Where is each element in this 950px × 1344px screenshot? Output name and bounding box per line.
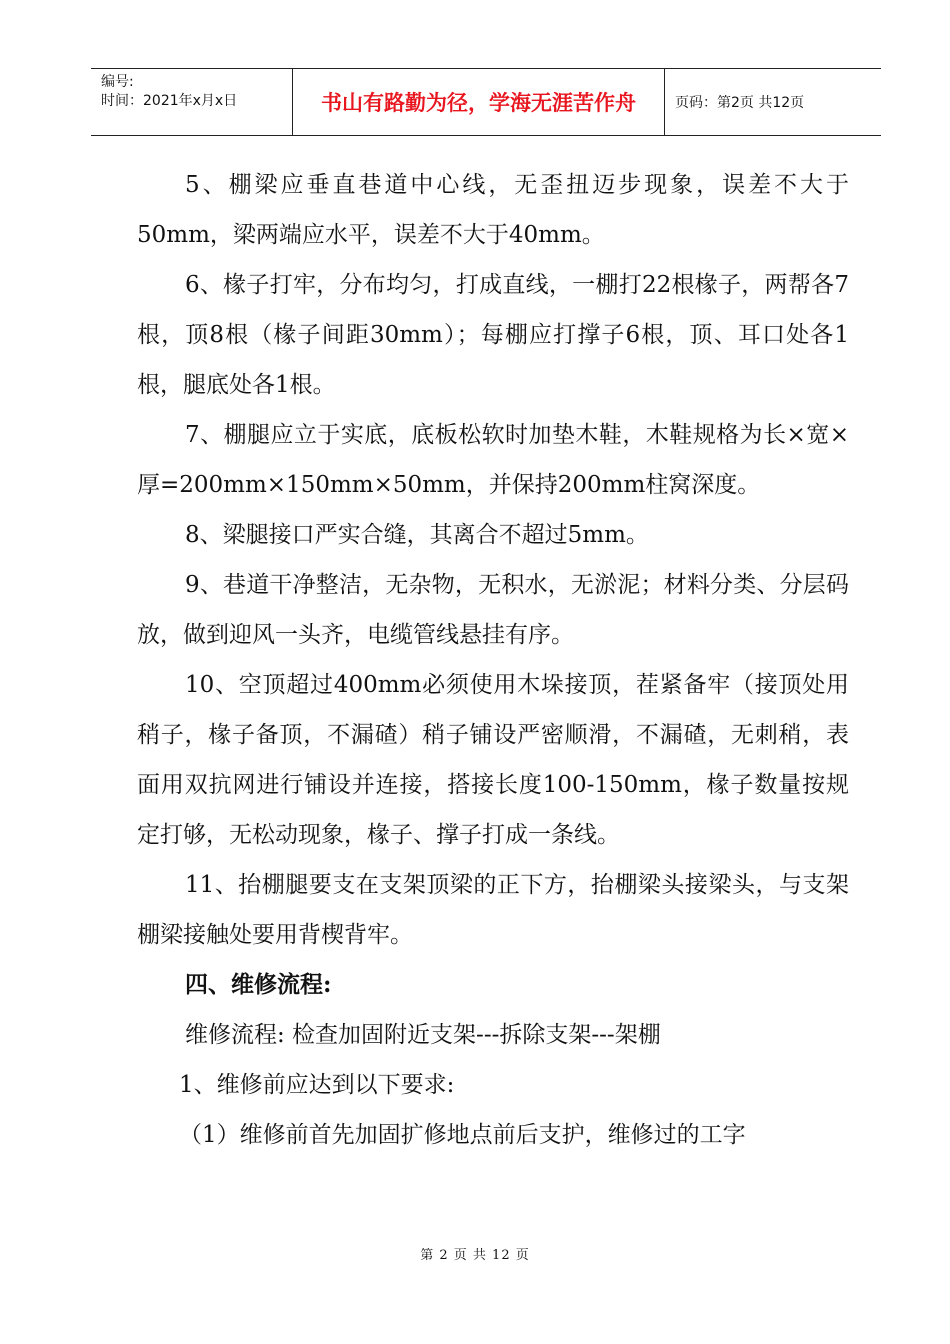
header-time-label: 时间：2021年x月x日 [101, 93, 238, 109]
paragraph-10: 10、空顶超过400mm必须使用木垛接顶，茬紧备牢（接顶处用稍子，椽子备顶，不漏碴）稍子铺设严密顺滑，不漏碴，无刺稍，表面用双抗网进行铺设并连接，搭接长度100-150mm，椽子数量按规定打够，无松动现象，椽子、撑子打成一条线。 [137, 672, 849, 848]
step-1-1: （1）维修前首先加固扩修地点前后支护，维修过的工字 [179, 1122, 746, 1148]
page-footer: 第 2 页 共 12 页 [420, 1248, 530, 1263]
paragraph-8: 8、梁腿接口严实合缝，其离合不超过5mm。 [185, 522, 649, 548]
header-number-label: 编号: [101, 74, 134, 90]
header-meta-cell [91, 69, 293, 135]
header-page-label: 页码：第2页 共12页 [675, 95, 805, 111]
section-heading: 四、维修流程: [185, 971, 332, 998]
page-header [91, 68, 881, 136]
header-slogan: 书山有路勤为径，学海无涯苦作舟 [293, 69, 665, 135]
paragraph-5: 5、棚梁应垂直巷道中心线，无歪扭迈步现象，误差不大于50mm，梁两端应水平，误差不大于40mm。 [137, 172, 849, 248]
step-1: 1、维修前应达到以下要求: [179, 1072, 455, 1098]
paragraph-7: 7、棚腿应立于实底，底板松软时加垫木鞋，木鞋规格为长×宽×厚=200mm×150mm×50mm，并保持200mm柱窝深度。 [137, 422, 849, 498]
paragraph-9: 9、巷道干净整洁，无杂物，无积水，无淤泥；材料分类、分层码放，做到迎风一头齐，电缆管线悬挂有序。 [137, 572, 849, 648]
paragraph-6: 6、椽子打牢，分布均匀，打成直线，一棚打22根椽子，两帮各7根，顶8根（椽子间距30mm）；每棚应打撑子6根，顶、耳口处各1根，腿底处各1根。 [137, 272, 849, 398]
paragraph-11: 11、抬棚腿要支在支架顶梁的正下方，抬棚梁头接梁头，与支架棚梁接触处要用背楔背牢。 [137, 872, 849, 948]
flow-line: 维修流程: 检查加固附近支架---拆除支架---架棚 [185, 1022, 661, 1048]
document-body [137, 160, 849, 1160]
